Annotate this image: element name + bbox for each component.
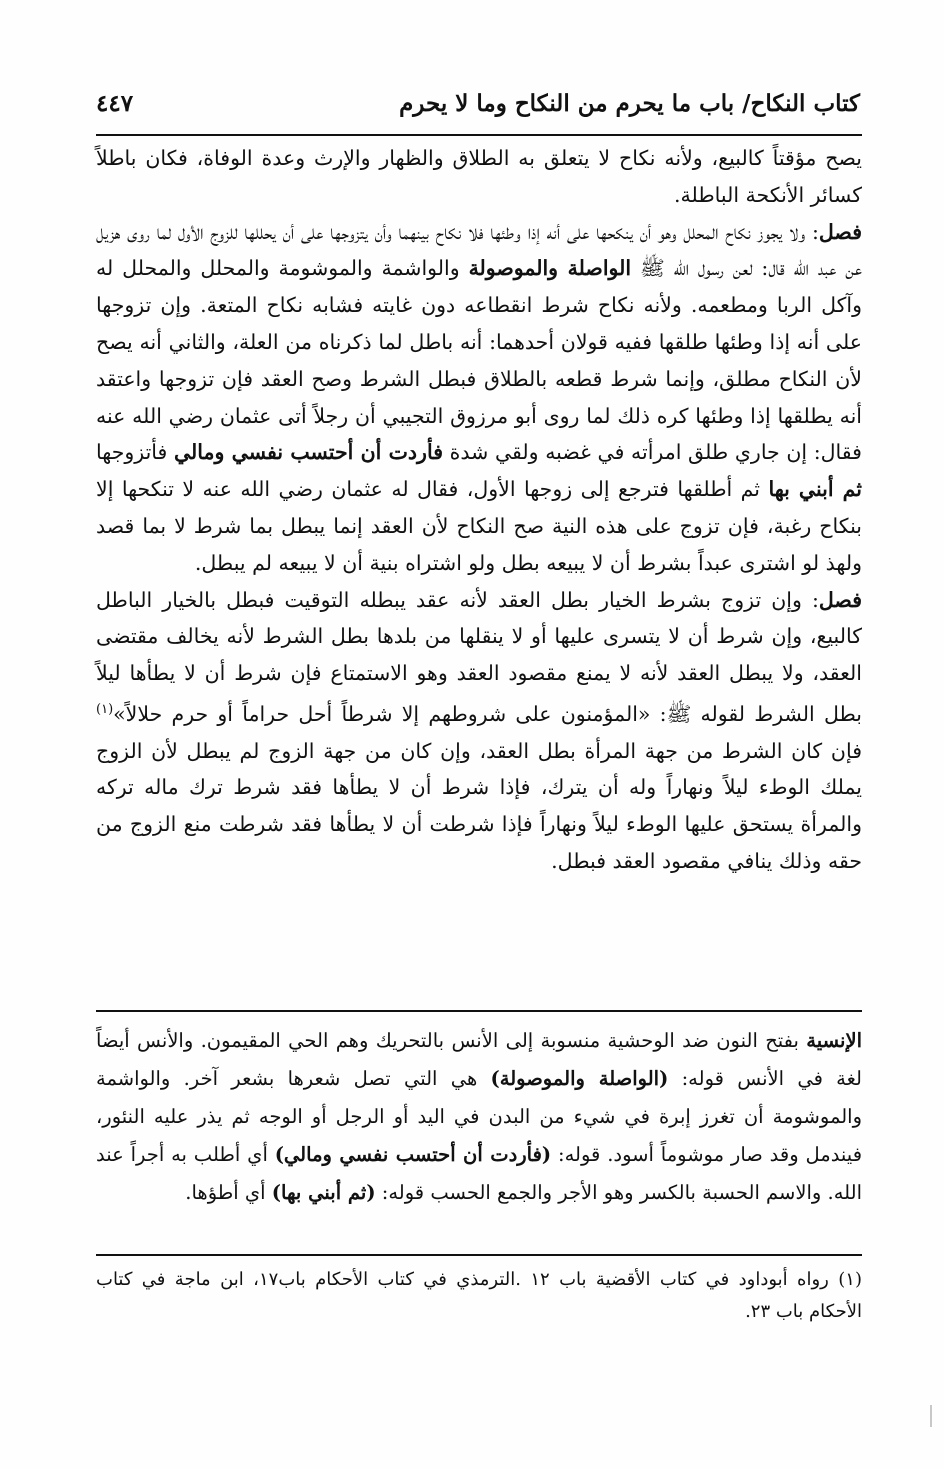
paragraph-2: فصل: ولا يجوز نكاح المحلل وهو أن ينكحها على أنه إذا وطئها فلا نكاح بينهما وأن يتزوجها على أن يحللها للزوج الأول لما روى هزيل عن عبد الله قال: لعن رسول الله ﷺ الواصلة والموصولة والواشمة والموشومة والمحلل والمحلل له وآكل الربا ومطعمه. ولأنه نكاح شرط انقطاعه دون غايته فشابه نكاح المتعة. وإن تزوجها على أنه إذا وطئها طلقها ففيه قولان أحدهما: أنه باطل لما ذكرناه من العلة، والثاني أنه يصح لأن النكاح مطلق، وإنما شرط قطعه بالطلاق فبطل الشرط وصح العقد فإن تزوجها واعتقد أنه يطلقها إذا وطئها كره ذلك لما روى أبو مرزوق التجيبي أن رجلاً أتى عثمان رضي الله عنه فقال: إن جاري طلق امرأته في غضبه ولقي شدة فأردت أن أحتسب نفسي ومالي فأتزوجها ثم أبني بها ثم أطلقها فترجع إلى زوجها الأول، فقال له عثمان رضي الله عنه لا تنكحها إلا بنكاح رغبة، فإن تزوج على هذه النية صح النكاح لأن العقد إنما يبطل بما شرط لا بما قصد ولهذ لو اشترى عبداً بشرط أن لا يبيعه بطل ولو اشتراه بنية أن لا يبيعه لم يبطل. xyxy=(96,219,862,575)
running-header xyxy=(96,90,860,130)
header-rule xyxy=(96,134,862,136)
chapter-title: كتاب النكاح/ باب ما يحرم من النكاح وما لا يحرم xyxy=(399,90,860,117)
main-text xyxy=(96,140,862,880)
page-number: ٤٤٧ xyxy=(96,90,134,117)
bold-term: (فأردت أن أحتسب نفسي ومالي) xyxy=(274,1143,552,1166)
paragraph-3: فصل: وإن تزوج بشرط الخيار بطل العقد لأنه عقد يبطله التوقيت فبطل بالخيار الباطل كالبيع، وإن شرط أن لا يتسرى عليها أو لا ينقلها من بلدها بطل الشرط لأنه يخالف مقتضى العقد، ولا يبطل العقد لأنه لا يمنع مقصود العقد وهو الاستمتاع فإن شرط أن لا يطأها ليلاً بطل الشرط لقوله ﷺ: «المؤمنون على شروطهم إلا شرطاً أحل حراماً أو حرم حلالاً»$^{(١)}$ فإن كان الشرط من جهة المرأة بطل العقد، وإن كان من جهة الزوج لم يبطل لأن الزوج يملك الوطء ليلاً ونهاراً وله أن يترك، فإذا شرط أن لا يطأها فقد شرط ترك ماله تركه والمرأة يستحق عليها الوطء ليلاً ونهاراً فإذا شرطت أن لا يطأها فقد شرطت منع الزوج من حقه وذلك ينافي مقصود العقد فبطل. xyxy=(96,587,863,873)
footnote-number: (١) xyxy=(838,1269,862,1290)
footnote-rule xyxy=(96,1254,862,1256)
footnote xyxy=(96,1264,862,1328)
footnote-ref: (١) xyxy=(96,701,114,717)
paragraph-1: يصح مؤقتاً كالبيع، ولأنه نكاح لا يتعلق به الطلاق والظهار والإرث وعدة الوفاة، فكان باطلاً كسائر الأنكحة الباطلة. xyxy=(96,146,862,207)
bold-term: (ثم أبني بها) xyxy=(271,1181,376,1204)
notes-rule xyxy=(96,1010,862,1012)
section-label: فصل xyxy=(818,219,862,244)
section-label: فصل xyxy=(818,587,862,612)
footnote-line: (١) رواه أبوداود في كتاب الأقضية باب ١٢ .الترمذي في كتاب الأحكام باب١٧، ابن ماجة في كتاب الأحكام باب ٢٣. xyxy=(96,1269,862,1322)
bold-term: فأردت أن أحتسب نفسي ومالي xyxy=(173,440,443,465)
bold-term: الواصلة والموصولة xyxy=(468,256,632,281)
glossary-paragraph: الإنسية بفتح النون ضد الوحشية منسوبة إلى الأنس بالتحريك وهم الحي المقيمون. والأنس أيضاً لغة في الأنس قوله: (الواصلة والموصولة) هي التي تصل شعرها بشعر آخر. والواشمة والموشومة أن تغرز إبرة في شيء من البدن في اليد أو الرجل أو الوجه ثم يذر عليه النئور، فيندمل وقد صار موشوماً أسود. قوله: (فأردت أن أحتسب نفسي ومالي) أي أطلب به أجراً عند الله. والاسم الحسبة بالكسر وهو الأجر والجمع الحسب قوله: (ثم أبني بها) أي أطؤها. xyxy=(96,1029,863,1204)
scan-artifact xyxy=(930,1405,932,1427)
bold-term: (الواصلة والموصولة) xyxy=(490,1067,669,1090)
bold-term: الإنسية xyxy=(806,1029,862,1052)
bold-term: ثم أبني بها xyxy=(768,477,862,502)
glossary-notes xyxy=(96,1022,862,1212)
